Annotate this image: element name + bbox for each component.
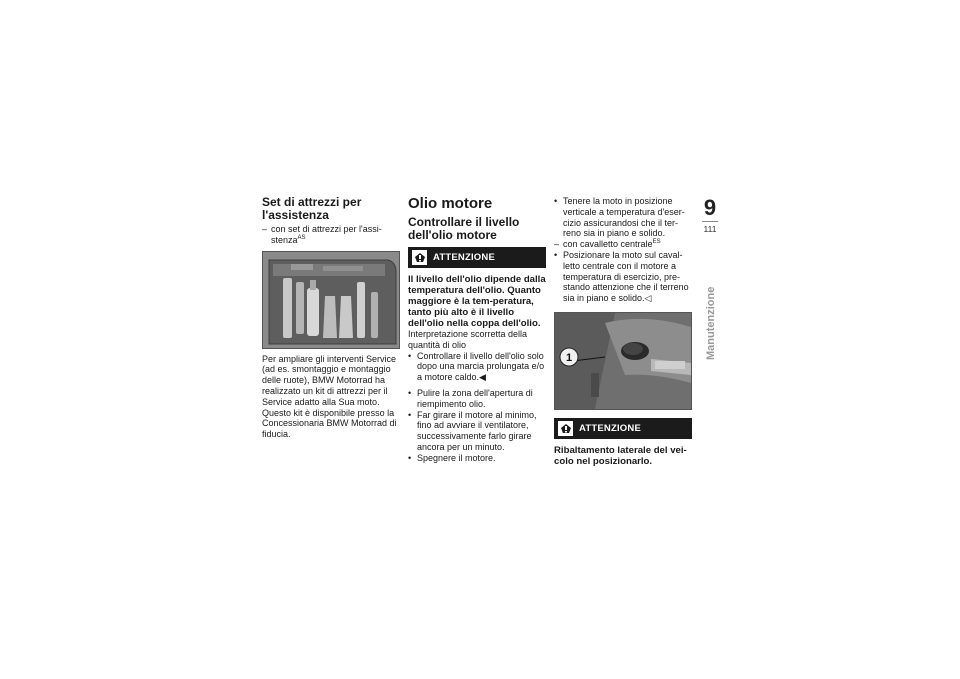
warning-icon [558,421,573,436]
warning-text: Ribaltamento laterale del vei-colo nel posizionarlo. [554,444,687,467]
list-item: • Spegnere il motore. [408,452,496,463]
toolkit-photo [262,251,400,349]
warning-label: ATTENZIONE [579,422,641,434]
dash-item-text: con set di attrezzi per l'assi-stenza [271,224,382,245]
section-heading-oil-check: Controllare il livello dell'olio motore [408,215,520,242]
toolkit-description: Per ampliare gli interventi Service (ad es. smontaggio e montaggio delle ruote), BMW Motorrad ha realizzato un kit di attrezzi per il Service adatto alla Sua moto. Questo kit è disponibile presso la Concessionaria BMW Motorrad di fiducia. [262,353,397,440]
chapter-tab [700,196,720,234]
warning-banner [408,247,546,268]
column-1 [262,196,400,440]
dash-mark: – [554,239,560,250]
engine-illustration [555,313,691,409]
warning-note: Interpretazione scorretta della quantità di olio [408,329,528,350]
column-2 [408,196,546,464]
photo-callout: 1 [565,351,573,364]
list-item: • Controllare il livello dell'olio solo dopo una marcia prolungata e/o a motore caldo.◀ [408,350,545,383]
section-heading-toolkit: Set di attrezzi per l'assistenza [262,195,362,222]
list-item: – con cavalletto centrale$^{ES}$ [554,239,661,250]
warning-banner [554,418,692,439]
toolkit-illustration [263,252,399,348]
divider [702,221,718,222]
warning-label: ATTENZIONE [433,252,495,263]
chapter-side-label: Manutenzione [705,286,717,360]
list-item: • Far girare il motore al minimo, fino ad avviare il ventilatore, successivamente farlo girare ancora per un minuto. [408,409,537,452]
chapter-number: 9 [703,195,717,220]
engine-photo [554,312,692,410]
page-title: Olio motore [408,195,493,212]
list-item: • Posizionare la moto sul caval-letto centrale con il motore a temperatura di esercizio, pre-stando attenzione che il terreno sia in piano e solido.◁ [554,249,689,304]
option-code: ES [652,239,661,246]
column-3 [554,196,692,467]
warning-icon [412,250,427,265]
list-item: • Tenere la moto in posizione verticale a temperatura d'eser-cizio assicurandosi che il ter-reno sia in piano e solido. [554,196,685,239]
page-number: 111 [703,224,717,234]
warning-text: Il livello dell'olio dipende dalla temperatura dell'olio. Quanto maggiore è la tem-peratura, tanto più alto è il livello dell'olio nella coppa dell'olio. [408,274,546,329]
option-code: AS [297,234,306,241]
list-item [262,224,400,246]
list-item: • Pulire la zona dell'apertura di riempimento olio. [408,387,533,409]
dash-mark: – [262,224,268,234]
